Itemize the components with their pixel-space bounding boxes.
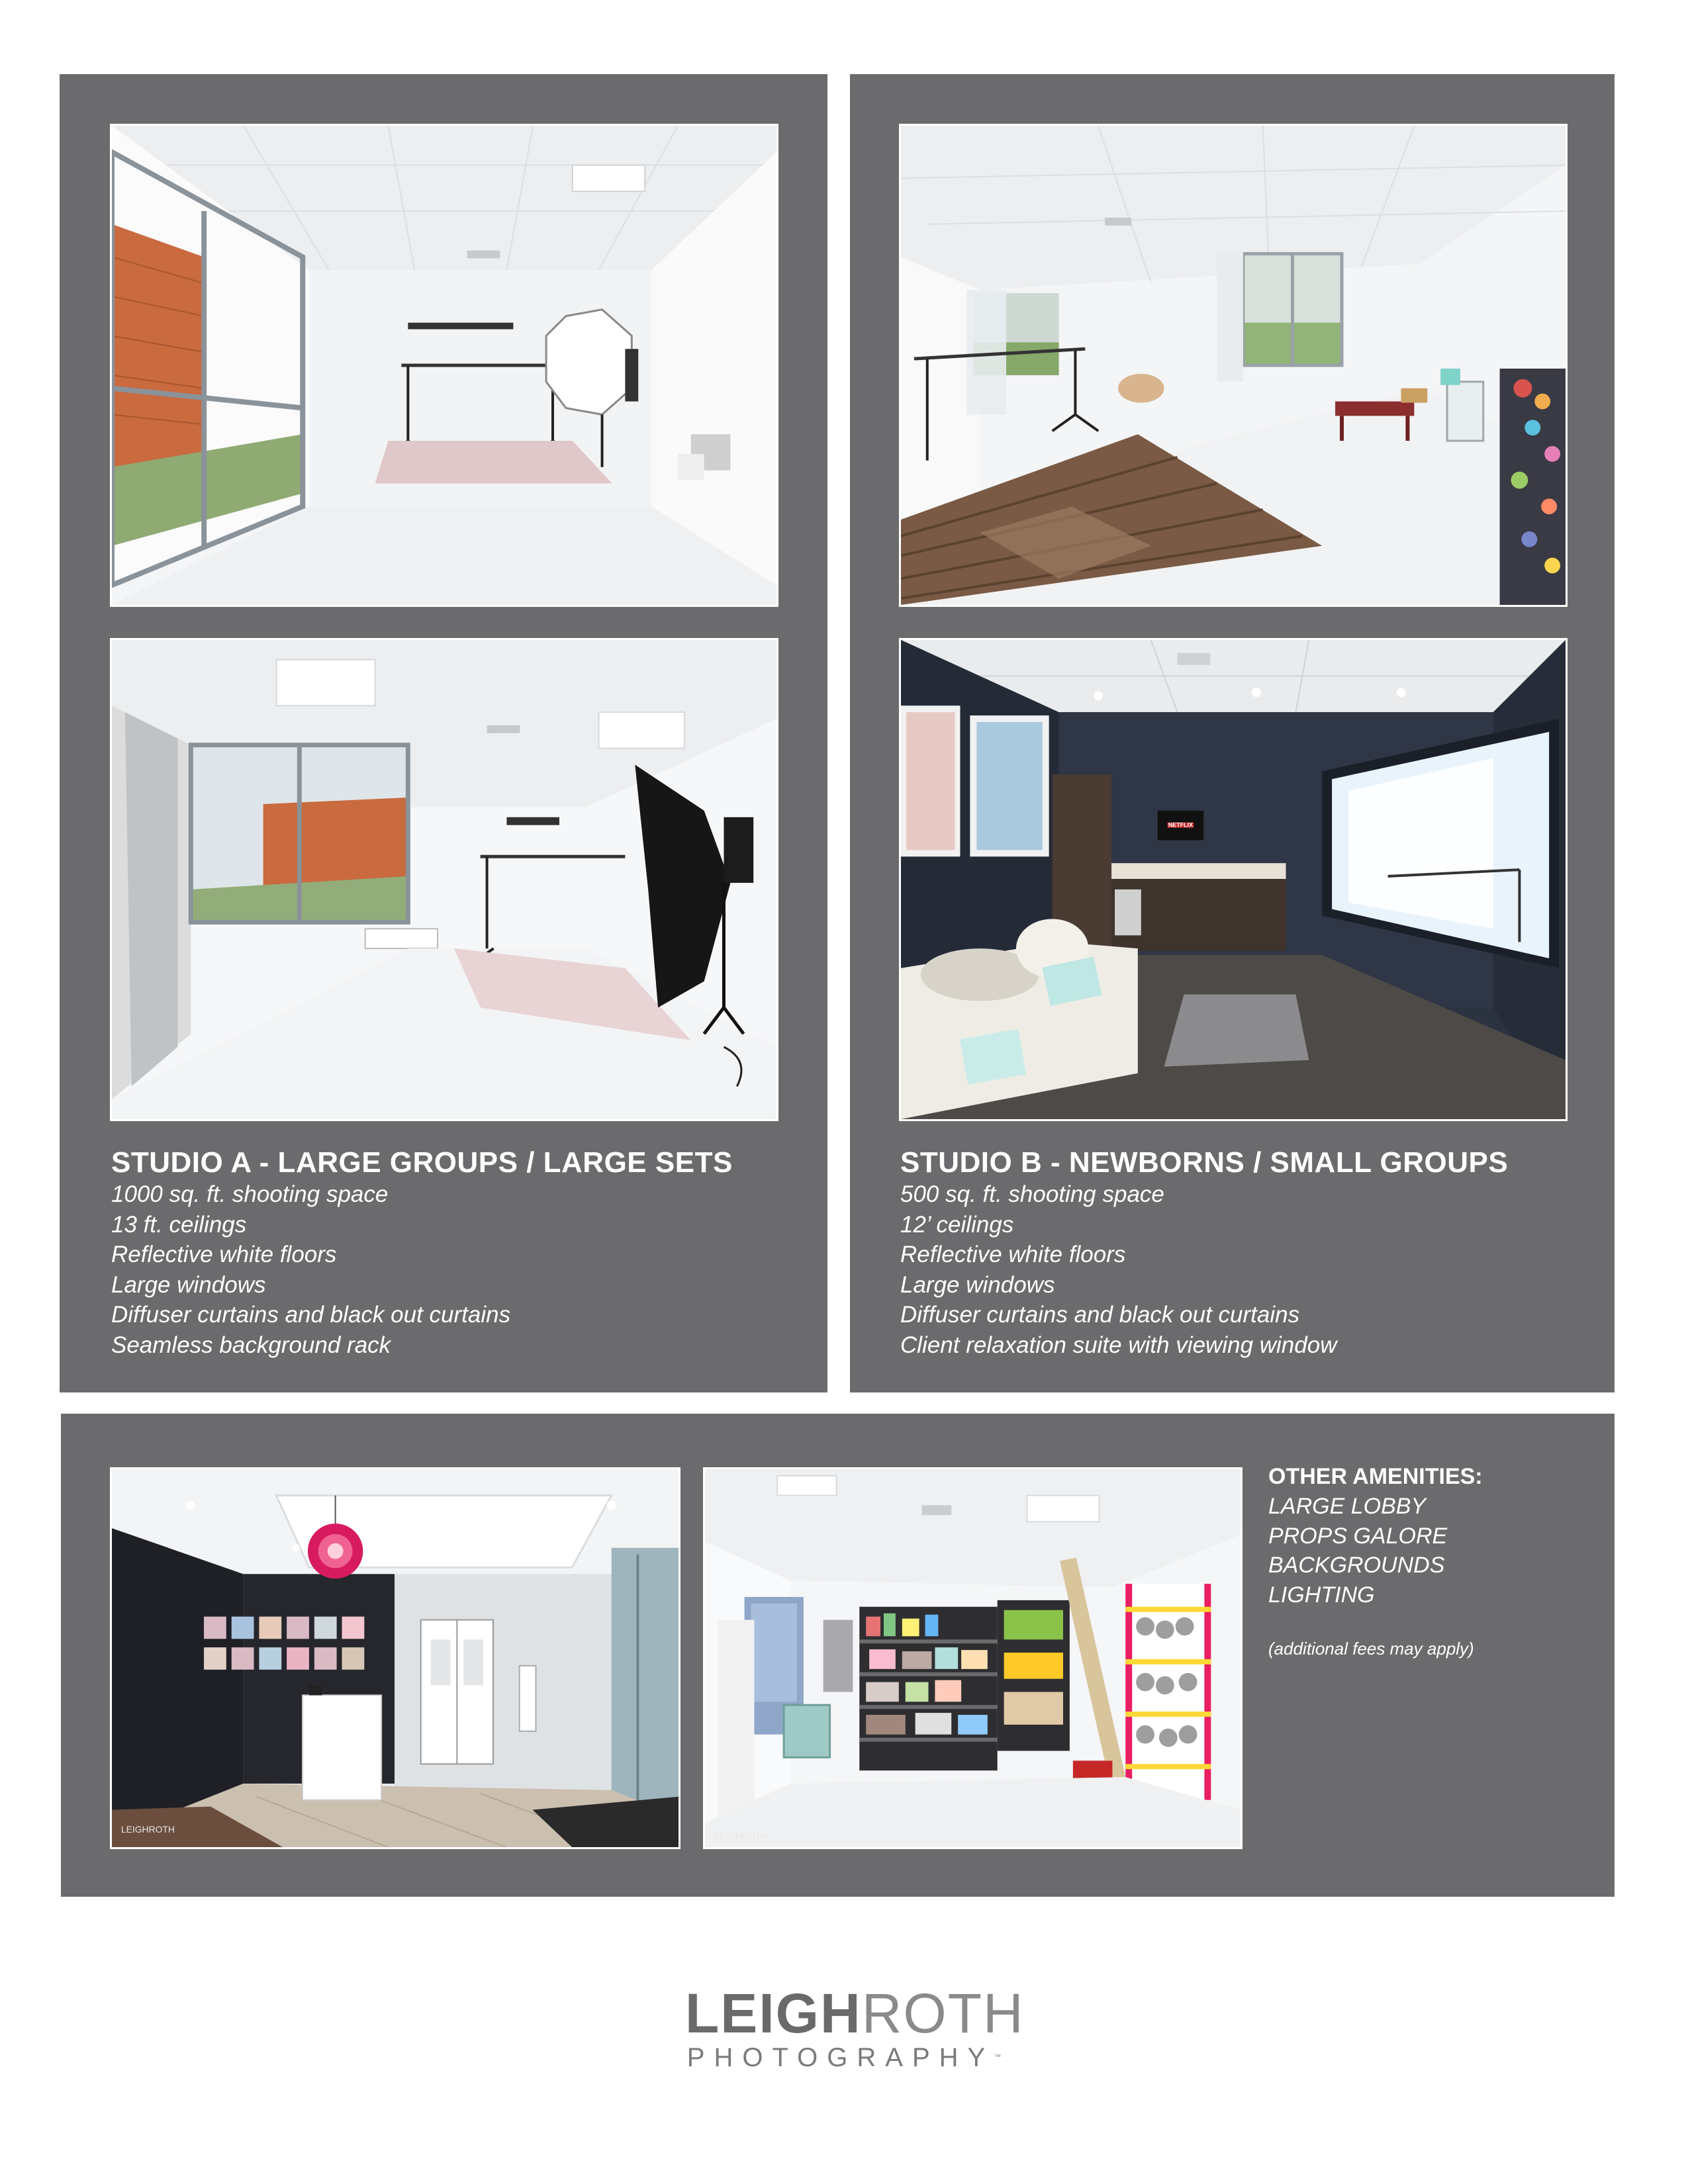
- studio-b-feature: 12’ ceilings: [900, 1211, 1014, 1238]
- amenities-panel: [61, 1414, 1615, 1897]
- logo-wordmark-light: ROTH: [861, 1982, 1025, 2044]
- amenity-item: PROPS GALORE: [1268, 1523, 1448, 1549]
- studio-a-feature: Diffuser curtains and black out curtains: [111, 1302, 511, 1328]
- studio-b-feature-list: [900, 1179, 1336, 1361]
- studio-b-feature: Reflective white floors: [900, 1242, 1126, 1268]
- studio-b-feature: Client relaxation suite with viewing window: [900, 1332, 1337, 1358]
- studio-b-photo-1: [899, 124, 1568, 607]
- logo-wordmark-bold: LEIGH: [685, 1982, 862, 2044]
- amenity-item: BACKGROUNDS: [1268, 1553, 1445, 1578]
- lobby-photo: [110, 1467, 680, 1849]
- studio-a-feature-list: [111, 1179, 510, 1361]
- svg-text:LEIGHROTH: LEIGHROTH: [714, 1831, 768, 1842]
- studio-b-feature: 500 sq. ft. shooting space: [900, 1181, 1164, 1207]
- amenities-heading: OTHER AMENITIES:: [1268, 1464, 1483, 1489]
- studio-b-photo-2: [899, 638, 1568, 1121]
- studio-a-photo-2: [110, 638, 778, 1121]
- studio-b-panel: [850, 74, 1615, 1392]
- studio-a-feature: 1000 sq. ft. shooting space: [111, 1181, 389, 1207]
- svg-text:LEIGHROTH: LEIGHROTH: [120, 1824, 175, 1835]
- logo-subtitle: PHOTOGRAPHY: [686, 2043, 995, 2072]
- studio-a-feature: 13 ft. ceilings: [111, 1211, 247, 1238]
- studio-b-feature: Diffuser curtains and black out curtains: [900, 1302, 1300, 1328]
- studio-a-heading: STUDIO A - LARGE GROUPS / LARGE SETS: [111, 1146, 733, 1179]
- amenities-list: [1268, 1492, 1447, 1610]
- studio-b-heading: STUDIO B - NEWBORNS / SMALL GROUPS: [900, 1146, 1509, 1179]
- logo-trademark: ™: [994, 2054, 1002, 2061]
- studio-a-feature: Large windows: [111, 1271, 266, 1298]
- leighroth-logo: [685, 1982, 1025, 2073]
- studio-b-feature: Large windows: [900, 1271, 1055, 1298]
- tv-netflix-label: NETFLIX: [1168, 821, 1194, 829]
- props-room-photo: [703, 1467, 1243, 1849]
- amenity-item: LARGE LOBBY: [1268, 1494, 1427, 1519]
- studio-a-panel: [60, 74, 827, 1392]
- amenity-item: LIGHTING: [1268, 1582, 1375, 1608]
- studio-a-photo-1: [110, 124, 778, 607]
- studio-a-feature: Reflective white floors: [111, 1242, 337, 1268]
- studio-a-feature: Seamless background rack: [111, 1332, 391, 1358]
- amenities-note: (additional fees may apply): [1268, 1639, 1474, 1659]
